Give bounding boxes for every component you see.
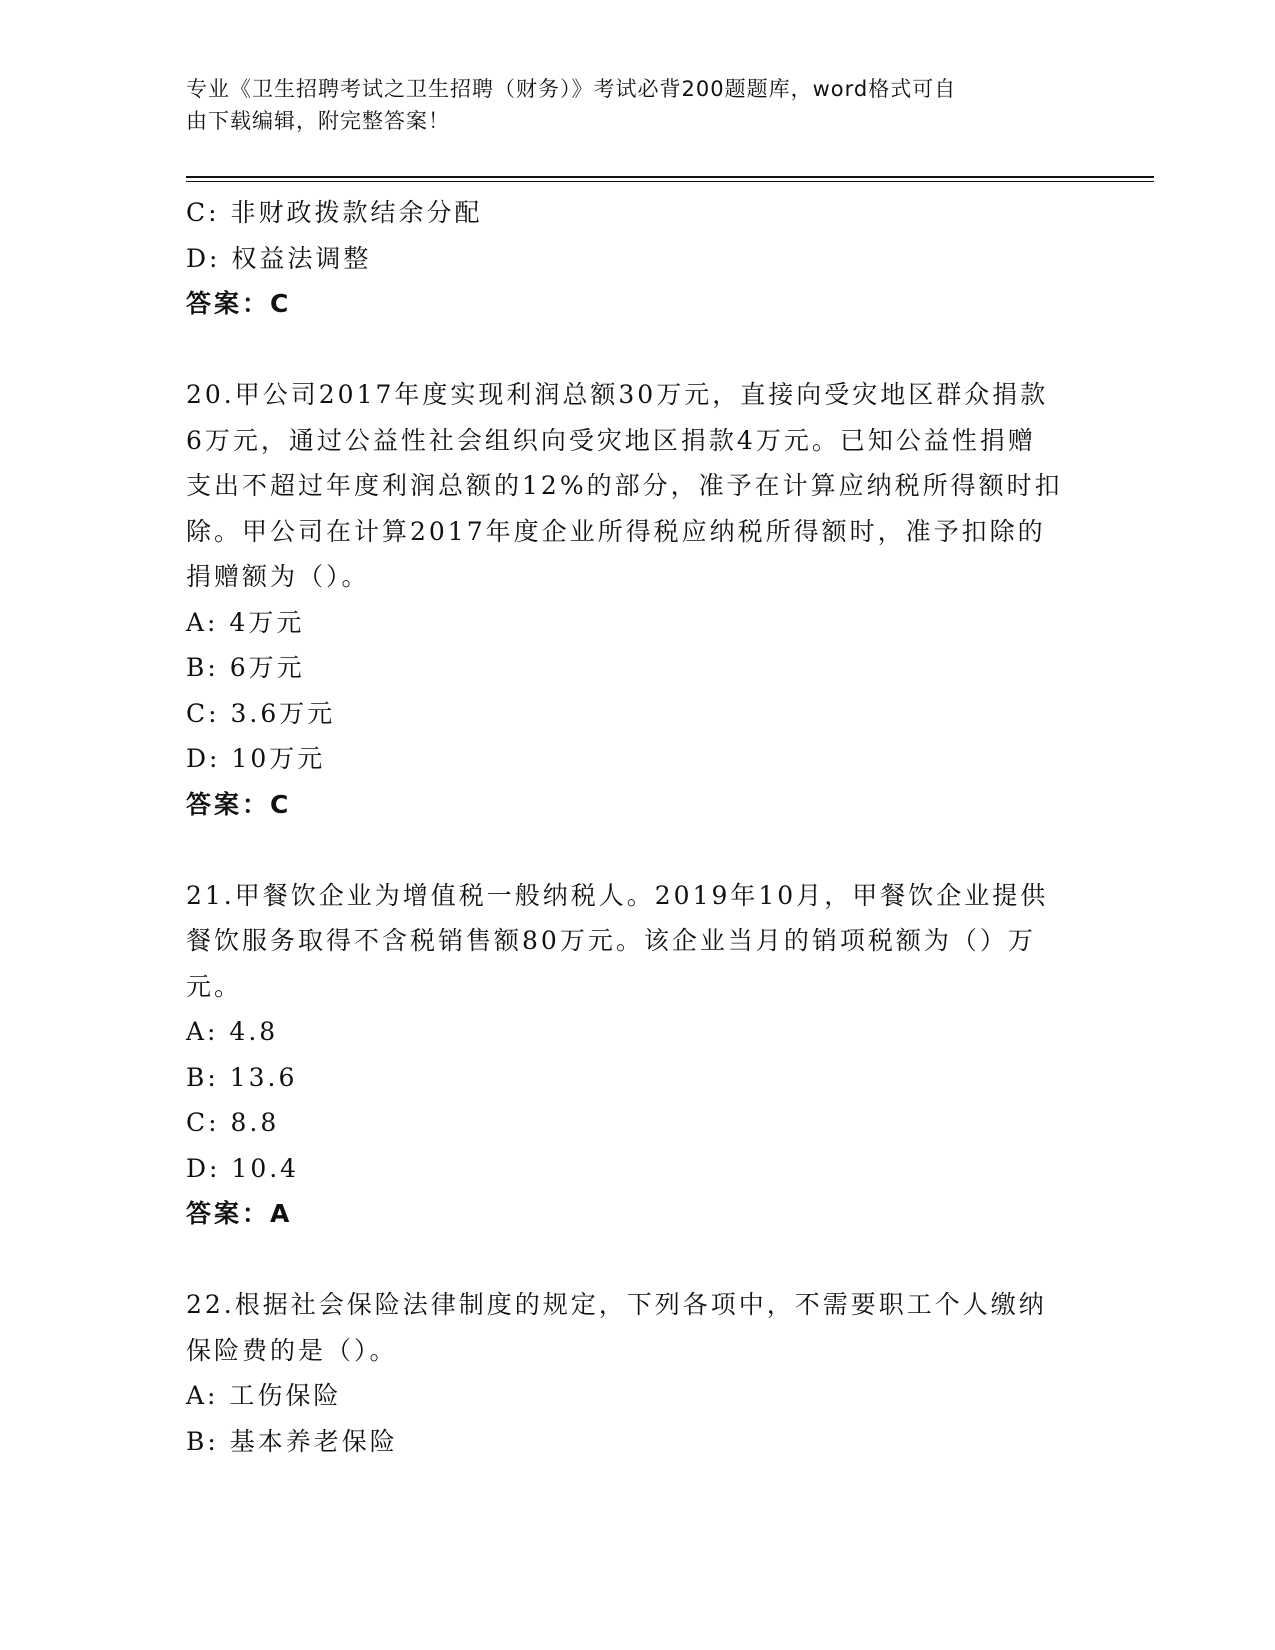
header-divider-thick — [186, 176, 1154, 178]
spacer — [186, 327, 1066, 373]
option-c: C: 3.6万元 — [186, 698, 336, 728]
document-header — [186, 73, 1066, 137]
option-d: D: 10万元 — [186, 744, 326, 773]
spacer — [186, 1237, 1066, 1283]
stem-line: 22.根据社会保险法律制度的规定，下列各项中，不需要职工个人缴纳 — [186, 1290, 1047, 1319]
question-20 — [186, 372, 1066, 827]
answer-label: 答案：C — [186, 789, 292, 819]
question-22 — [186, 1282, 1066, 1464]
header-title-line-1: 专业《卫生招聘考试之卫生招聘（财务）》考试必背200题题库，word格式可自 — [186, 77, 957, 101]
stem-line: 捐赠额为（）。 — [186, 562, 370, 591]
stem-line: 21.甲餐饮企业为增值税一般纳税人。2019年10月，甲餐饮企业提供 — [186, 880, 1049, 910]
option-d: D: 10.4 — [186, 1153, 300, 1183]
answer-label: 答案：A — [186, 1199, 293, 1228]
option-a: A: 4.8 — [186, 1017, 279, 1046]
question-stem — [186, 1282, 1066, 1373]
option-c: C: 非财政拨款结余分配 — [186, 198, 483, 227]
option-b: B: 6万元 — [186, 653, 305, 682]
question-stem — [186, 372, 1066, 600]
option-a: A: 4万元 — [186, 607, 305, 637]
option-b: B: 13.6 — [186, 1062, 298, 1092]
option-d: D: 权益法调整 — [186, 243, 372, 273]
option-c: C: 8.8 — [186, 1108, 280, 1137]
answer-label: 答案：C — [186, 289, 292, 318]
stem-line: 元。 — [186, 971, 243, 1001]
question-21 — [186, 873, 1066, 1237]
stem-line: 餐饮服务取得不含税销售额80万元。该企业当月的销项税额为（）万 — [186, 926, 1036, 955]
option-a: A: 工伤保险 — [186, 1381, 342, 1410]
stem-line: 支出不超过年度利润总额的12%的部分，准予在计算应纳税所得额时扣 — [186, 471, 1063, 500]
header-divider-thin — [186, 181, 1154, 182]
stem-line: 6万元，通过公益性社会组织向受灾地区捐款4万元。已知公益性捐赠 — [186, 425, 1036, 455]
stem-line: 20.甲公司2017年度实现利润总额30万元，直接向受灾地区群众捐款 — [186, 380, 1049, 409]
header-title-line-2: 由下载编辑，附完整答案！ — [186, 109, 450, 133]
question-stem — [186, 873, 1066, 1010]
option-b: B: 基本养老保险 — [186, 1426, 398, 1456]
question-19-tail — [186, 190, 1066, 327]
stem-line: 除。甲公司在计算2017年度企业所得税应纳税所得额时，准予扣除的 — [186, 516, 1046, 546]
stem-line: 保险费的是（）。 — [186, 1335, 398, 1365]
question-content — [186, 190, 1066, 1464]
spacer — [186, 827, 1066, 873]
